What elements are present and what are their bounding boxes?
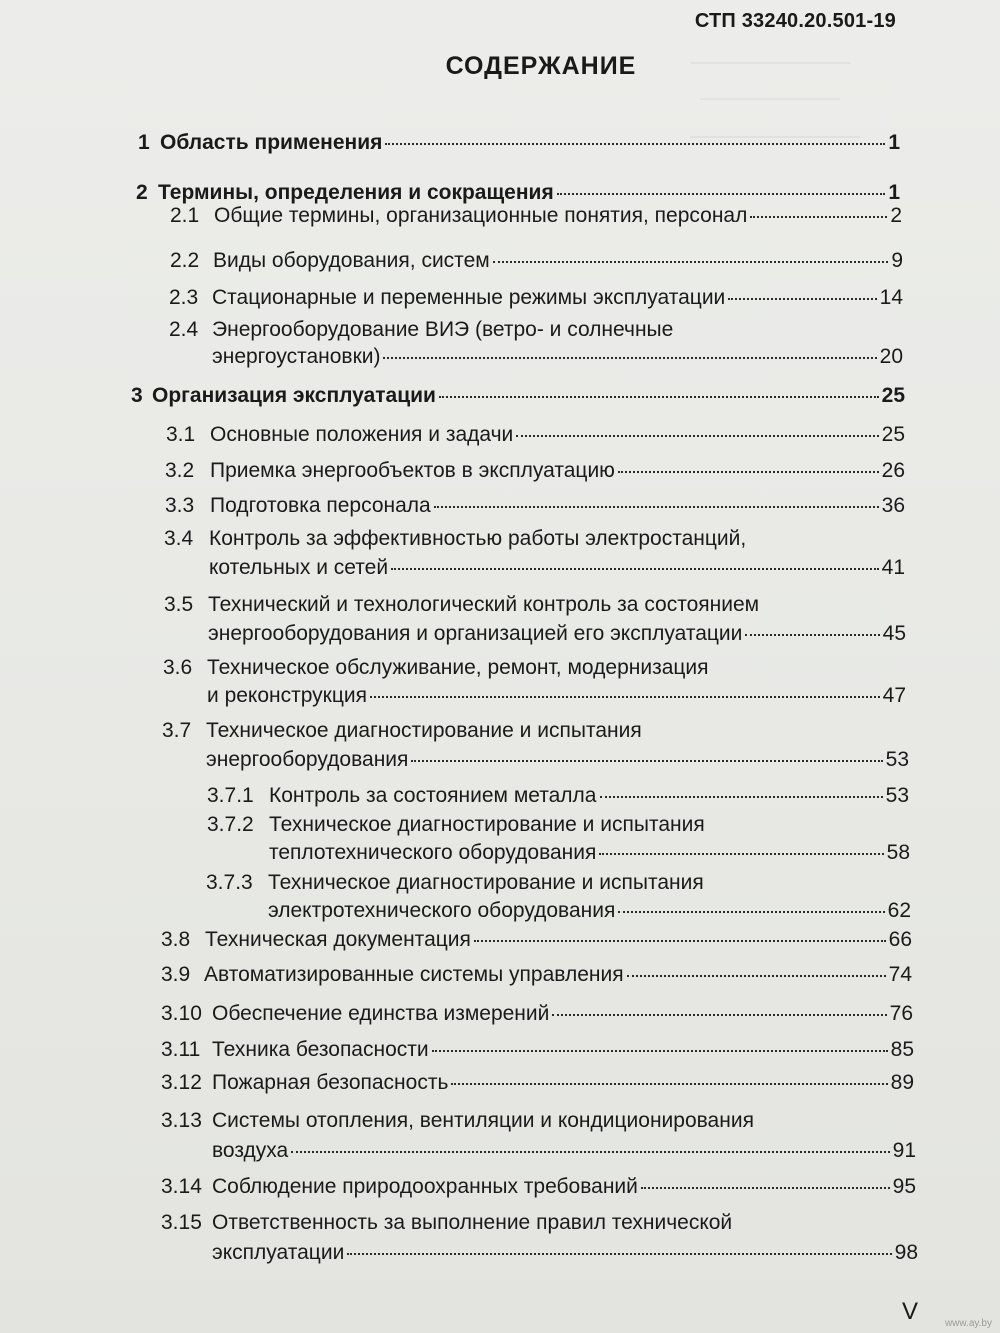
toc-entry-number: 2.3 — [169, 286, 199, 309]
toc-entry-line — [269, 838, 910, 868]
toc-entry-number: 3.2 — [165, 459, 195, 482]
toc-entry-line — [160, 128, 900, 158]
dot-leader — [474, 939, 886, 942]
page-number: V — [902, 1298, 919, 1325]
dot-leader — [432, 1049, 888, 1052]
toc-entry-page: 41 — [881, 556, 905, 579]
toc-entry-title: энергоустановки) — [212, 345, 381, 368]
toc-entry-number: 2.1 — [170, 204, 200, 227]
toc-entry-title: Контроль за эффективностью работы электростанций, — [209, 527, 747, 550]
toc-entry-title: Стационарные и переменные режимы эксплуатации — [212, 286, 726, 309]
toc-entry-page: 45 — [882, 622, 906, 645]
toc-entry-line — [210, 420, 905, 450]
dot-leader — [618, 910, 884, 913]
toc-entry-title: Технический и технологический контроль за состоянием — [208, 593, 760, 616]
dot-leader — [391, 567, 879, 570]
dot-leader — [552, 1013, 886, 1016]
dot-leader — [618, 470, 879, 473]
toc-entry-line — [206, 745, 909, 775]
dot-leader — [370, 695, 880, 698]
toc-entry-title: воздуха — [212, 1139, 289, 1162]
toc-entry-number: 3.1 — [166, 423, 196, 446]
toc-entry-number: 3.3 — [165, 494, 195, 517]
toc-entry-title: Техническое обслуживание, ремонт, модернизация — [207, 656, 709, 679]
toc-entry-title: Организация эксплуатации — [152, 384, 436, 407]
dot-leader — [434, 505, 879, 508]
toc-entry-title: эксплуатации — [212, 1241, 345, 1264]
toc-entry-line — [210, 456, 905, 486]
dot-leader — [291, 1150, 889, 1153]
toc-entry-line — [210, 491, 905, 521]
toc-entry-number: 3.13 — [161, 1109, 202, 1132]
toc-entry-title: Основные положения и задачи — [210, 423, 514, 446]
toc-entry-title: Техническое диагностирование и испытания — [206, 719, 642, 742]
toc-entry-line — [212, 342, 903, 372]
toc-entry-number: 3.7.3 — [206, 871, 253, 894]
toc-entry-title: энергооборудования — [206, 748, 409, 771]
toc-entry-number: 3.9 — [161, 963, 191, 986]
toc-entry-page: 53 — [885, 784, 909, 807]
dot-leader — [641, 1186, 890, 1189]
toc-entry-line — [212, 1136, 916, 1166]
toc-entry-line — [204, 960, 912, 990]
toc-entry-title: теплотехнического оборудования — [269, 841, 597, 864]
toc-entry-number: 3.10 — [161, 1002, 202, 1025]
toc-entry-page: 98 — [894, 1241, 918, 1264]
toc-entry-line — [212, 283, 903, 313]
toc-entry-page: 36 — [881, 494, 905, 517]
dot-leader — [557, 192, 886, 195]
toc-entry-title: Обеспечение единства измерений — [212, 1002, 550, 1025]
toc-entry-title: Приемка энергообъектов в эксплуатацию — [210, 459, 615, 482]
dot-leader — [383, 356, 876, 359]
toc-entry-page: 2 — [890, 204, 902, 227]
dot-leader — [599, 852, 883, 855]
dot-leader — [600, 795, 883, 798]
toc-entry-title: Системы отопления, вентиляции и кондиционирования — [212, 1109, 754, 1132]
toc-entry-page: 85 — [890, 1038, 914, 1061]
toc-entry-number: 3 — [131, 384, 143, 407]
toc-entry-title: Общие термины, организационные понятия, персонал — [214, 204, 748, 227]
toc-entry-number: 2.2 — [170, 249, 200, 272]
dot-leader — [728, 297, 876, 300]
toc-entry-page: 14 — [879, 286, 903, 309]
dot-leader — [411, 759, 882, 762]
dot-leader — [439, 395, 879, 398]
toc-entry-title: Виды оборудования, систем — [213, 249, 490, 272]
toc-entry-page: 95 — [892, 1175, 916, 1198]
toc-entry-page: 1 — [888, 181, 900, 204]
toc-entry-title: Термины, определения и сокращения — [158, 181, 554, 204]
toc-entry-line — [212, 1238, 918, 1268]
toc-entry-number: 3.15 — [161, 1211, 202, 1234]
toc-entry-number: 3.14 — [161, 1175, 202, 1198]
toc-entry-title: Энергооборудование ВИЭ (ветро- и солнечные — [212, 318, 674, 341]
toc-entry-title: Техника безопасности — [212, 1038, 429, 1061]
dot-leader — [451, 1082, 887, 1085]
watermark: www.ay.by — [944, 1318, 992, 1329]
dot-leader — [750, 215, 887, 218]
toc-entry-title: котельных и сетей — [209, 556, 389, 579]
dot-leader — [347, 1252, 891, 1255]
toc-entry-line — [212, 1035, 914, 1065]
toc-entry-number: 3.7.1 — [207, 784, 254, 807]
toc-entry-title: Техническое диагностирование и испытания — [268, 871, 704, 894]
toc-entry-title: Контроль за состоянием металла — [269, 784, 597, 807]
toc-entry-title: Техническое диагностирование и испытания — [269, 813, 705, 836]
toc-entry-number: 3.7 — [162, 719, 192, 742]
page-title: СОДЕРЖАНИЕ — [445, 52, 637, 80]
toc-entry-page: 91 — [892, 1139, 916, 1162]
toc-entry-line — [212, 999, 913, 1029]
toc-entry-title: энергооборудования и организацией его эксплуатации — [208, 622, 743, 645]
toc-entry-number: 3.5 — [164, 593, 194, 616]
toc-entry-title: Область применения — [160, 131, 383, 154]
toc-entry-line — [152, 381, 905, 411]
toc-entry-page: 9 — [891, 249, 903, 272]
toc-entry-title: Техническая документация — [205, 928, 471, 951]
toc-entry-number: 2 — [136, 181, 148, 204]
dot-leader — [493, 260, 889, 263]
toc-entry-line — [212, 1068, 914, 1098]
toc-entry-page: 20 — [879, 345, 903, 368]
toc-entry-page: 53 — [885, 748, 909, 771]
toc-entry-title: Соблюдение природоохранных требований — [212, 1175, 638, 1198]
toc-entry-page: 25 — [881, 384, 905, 407]
dot-leader — [516, 434, 878, 437]
toc-entry-page: 62 — [887, 899, 911, 922]
toc-entry-number: 3.4 — [164, 527, 194, 550]
toc-entry-number: 3.8 — [161, 928, 191, 951]
toc-entry-line — [213, 246, 903, 276]
toc-entry-number: 3.7.2 — [207, 813, 254, 836]
toc-entry-page: 76 — [889, 1002, 913, 1025]
toc-entry-number: 2.4 — [169, 318, 199, 341]
toc-entry-title: Пожарная безопасность — [212, 1071, 449, 1094]
toc-entry-title: электротехнического оборудования — [268, 899, 616, 922]
toc-entry-line — [214, 201, 902, 231]
toc-entry-line — [205, 925, 912, 955]
toc-entry-number: 3.12 — [161, 1071, 202, 1094]
toc-entry-page: 66 — [888, 928, 912, 951]
toc-entry-title: и реконструкция — [207, 684, 368, 707]
toc-entry-line — [207, 681, 906, 711]
toc-entry-line — [212, 1172, 916, 1202]
toc-entry-page: 89 — [890, 1071, 914, 1094]
dot-leader — [385, 142, 885, 145]
toc-entry-page: 25 — [881, 423, 905, 446]
dot-leader — [627, 974, 886, 977]
toc-entry-page: 26 — [881, 459, 905, 482]
toc-entry-title: Автоматизированные системы управления — [204, 963, 624, 986]
toc-entry-line — [268, 896, 911, 926]
document-code: СТП 33240.20.501-19 — [694, 10, 896, 32]
toc-entry-line — [209, 553, 905, 583]
toc-entry-line — [269, 781, 909, 811]
toc-entry-number: 3.11 — [161, 1038, 201, 1061]
toc-entry-page: 1 — [888, 131, 900, 154]
toc-entry-page: 47 — [882, 684, 906, 707]
toc-entry-number: 3.6 — [163, 656, 193, 679]
dot-leader — [745, 633, 879, 636]
toc-entry-title: Ответственность за выполнение правил технической — [212, 1211, 733, 1234]
toc-entry-page: 74 — [888, 963, 912, 986]
toc-entry-page: 58 — [886, 841, 910, 864]
toc-entry-line — [208, 619, 906, 649]
toc-entry-title: Подготовка персонала — [210, 494, 431, 517]
toc-entry-number: 1 — [138, 131, 150, 154]
